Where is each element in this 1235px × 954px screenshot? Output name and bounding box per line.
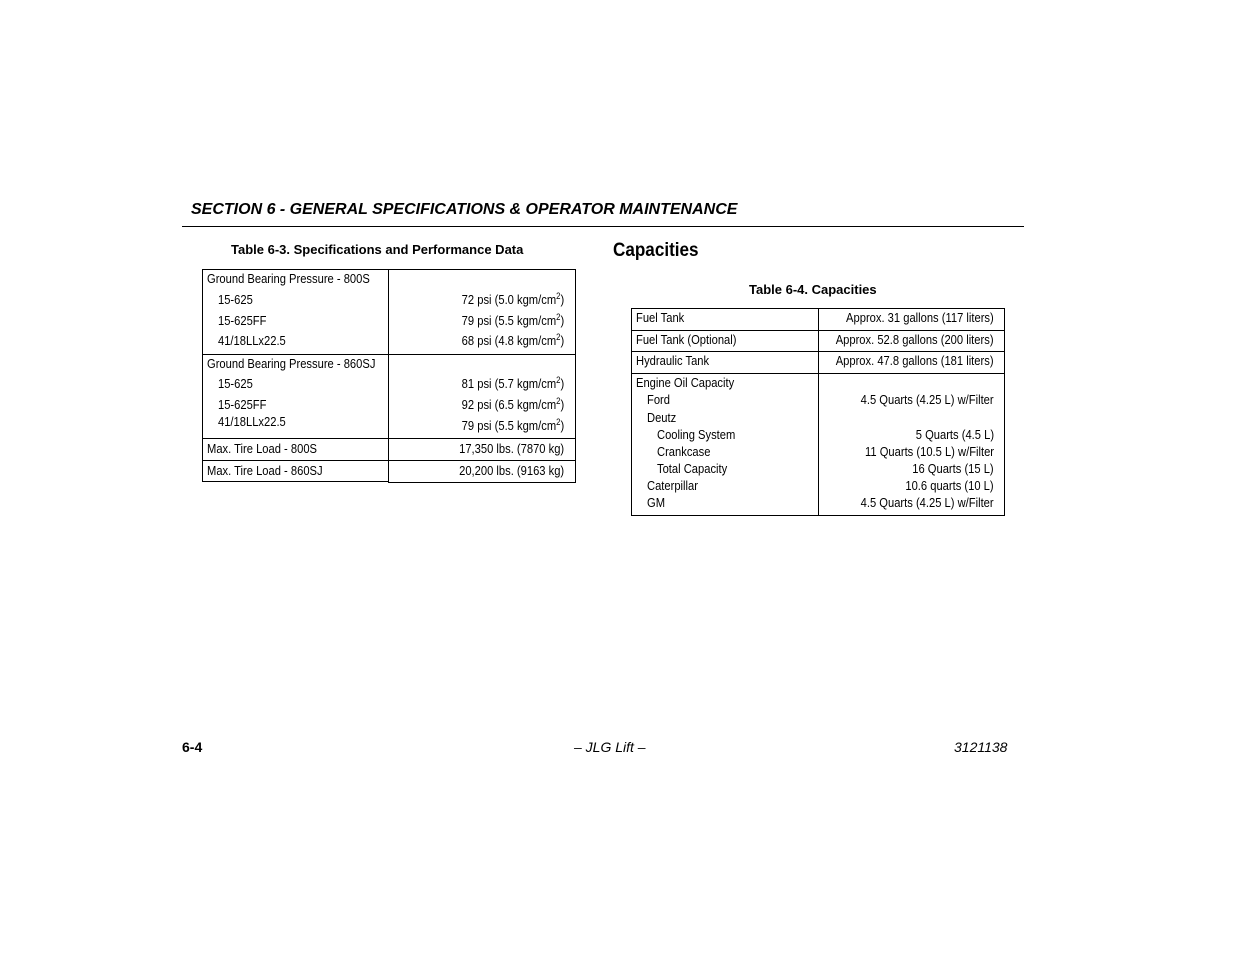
row-label: Max. Tire Load - 860SJ: [207, 463, 323, 478]
header-rule: [182, 226, 1024, 227]
crankcase-label: Crankcase: [657, 444, 711, 459]
group-860sj-label-cell: [202, 354, 389, 439]
tire-load-860sj-value-cell: [388, 460, 576, 483]
cooling-system-label: Cooling System: [657, 427, 736, 442]
row-label: Fuel Tank (Optional): [636, 332, 737, 347]
doc-number: 3121138: [954, 739, 1008, 755]
total-capacity-value: 16 Quarts (15 L): [912, 461, 994, 476]
item-name: 41/18LLx22.5: [218, 333, 286, 348]
item-name: 15-625FF: [218, 397, 267, 412]
fuel-tank-value-cell: [818, 308, 1005, 331]
item-name: 41/18LLx22.5: [218, 414, 286, 429]
group-label: Ground Bearing Pressure - 860SJ: [207, 356, 376, 371]
gm-value: 4.5 Quarts (4.25 L) w/Filter: [861, 495, 994, 510]
gm-label: GM: [647, 495, 666, 510]
item-value: 79 psi (5.5 kgm/$cm^2$): [461, 312, 564, 328]
hydraulic-tank-label-cell: [631, 351, 819, 374]
fuel-tank-optional-value-cell: [818, 330, 1005, 352]
table-6-4-caption: Table 6-4. Capacities: [749, 282, 877, 297]
group-label: Ground Bearing Pressure - 800S: [207, 271, 370, 286]
item-value: 72 psi (5.0 kgm/$cm^2$): [461, 291, 564, 307]
fuel-tank-optional-label-cell: [631, 330, 819, 352]
engine-oil-label-cell: [631, 373, 819, 516]
group-800s-value-cell: [388, 269, 576, 355]
row-value: 17,350 lbs. (7870 kg): [458, 441, 564, 456]
section-title: SECTION 6 - GENERAL SPECIFICATIONS & OPERATOR MAINTENANCE: [191, 201, 738, 218]
table-6-3-caption: Table 6-3. Specifications and Performance Data: [231, 242, 524, 257]
caterpillar-value: 10.6 quarts (10 L): [905, 478, 994, 493]
row-label: Max. Tire Load - 800S: [207, 441, 317, 456]
fuel-tank-label-cell: [631, 308, 819, 331]
row-value: Approx. 47.8 gallons (181 liters): [836, 353, 994, 368]
item-value: 79 psi (5.5 kgm/$cm^2$): [461, 417, 564, 433]
item-value: 68 psi (4.8 kgm/$cm^2$): [461, 332, 564, 348]
deutz-label: Deutz: [647, 410, 677, 425]
crankcase-value: 11 Quarts (10.5 L) w/Filter: [864, 444, 994, 459]
row-value: Approx. 31 gallons (117 liters): [846, 310, 994, 325]
row-label: Hydraulic Tank: [636, 353, 710, 368]
row-value: 20,200 lbs. (9163 kg): [458, 463, 564, 478]
ford-label: Ford: [647, 392, 670, 407]
engine-oil-value-cell: [818, 373, 1005, 516]
item-name: 15-625: [218, 292, 253, 307]
group-800s-label-cell: [202, 269, 389, 355]
caterpillar-label: Caterpillar: [647, 478, 698, 493]
total-capacity-label: Total Capacity: [657, 461, 728, 476]
group-860sj-value-cell: [388, 354, 576, 439]
ford-value: 4.5 Quarts (4.25 L) w/Filter: [861, 392, 994, 407]
tire-load-860sj-label-cell: [202, 460, 389, 482]
page-number: 6-4: [182, 739, 203, 755]
row-label: Fuel Tank: [636, 310, 685, 325]
capacities-heading: Capacities: [613, 240, 699, 261]
hydraulic-tank-value-cell: [818, 351, 1005, 374]
footer-center: – JLG Lift –: [574, 739, 646, 755]
item-name: 15-625: [218, 376, 253, 391]
item-value: 92 psi (6.5 kgm/$cm^2$): [461, 396, 564, 412]
cooling-system-value: 5 Quarts (4.5 L): [915, 427, 994, 442]
item-value: 81 psi (5.7 kgm/$cm^2$): [461, 375, 564, 391]
row-value: Approx. 52.8 gallons (200 liters): [836, 332, 994, 347]
tire-load-800s-label-cell: [202, 438, 389, 461]
item-name: 15-625FF: [218, 313, 267, 328]
engine-oil-label: Engine Oil Capacity: [636, 375, 735, 390]
tire-load-800s-value-cell: [388, 438, 576, 461]
